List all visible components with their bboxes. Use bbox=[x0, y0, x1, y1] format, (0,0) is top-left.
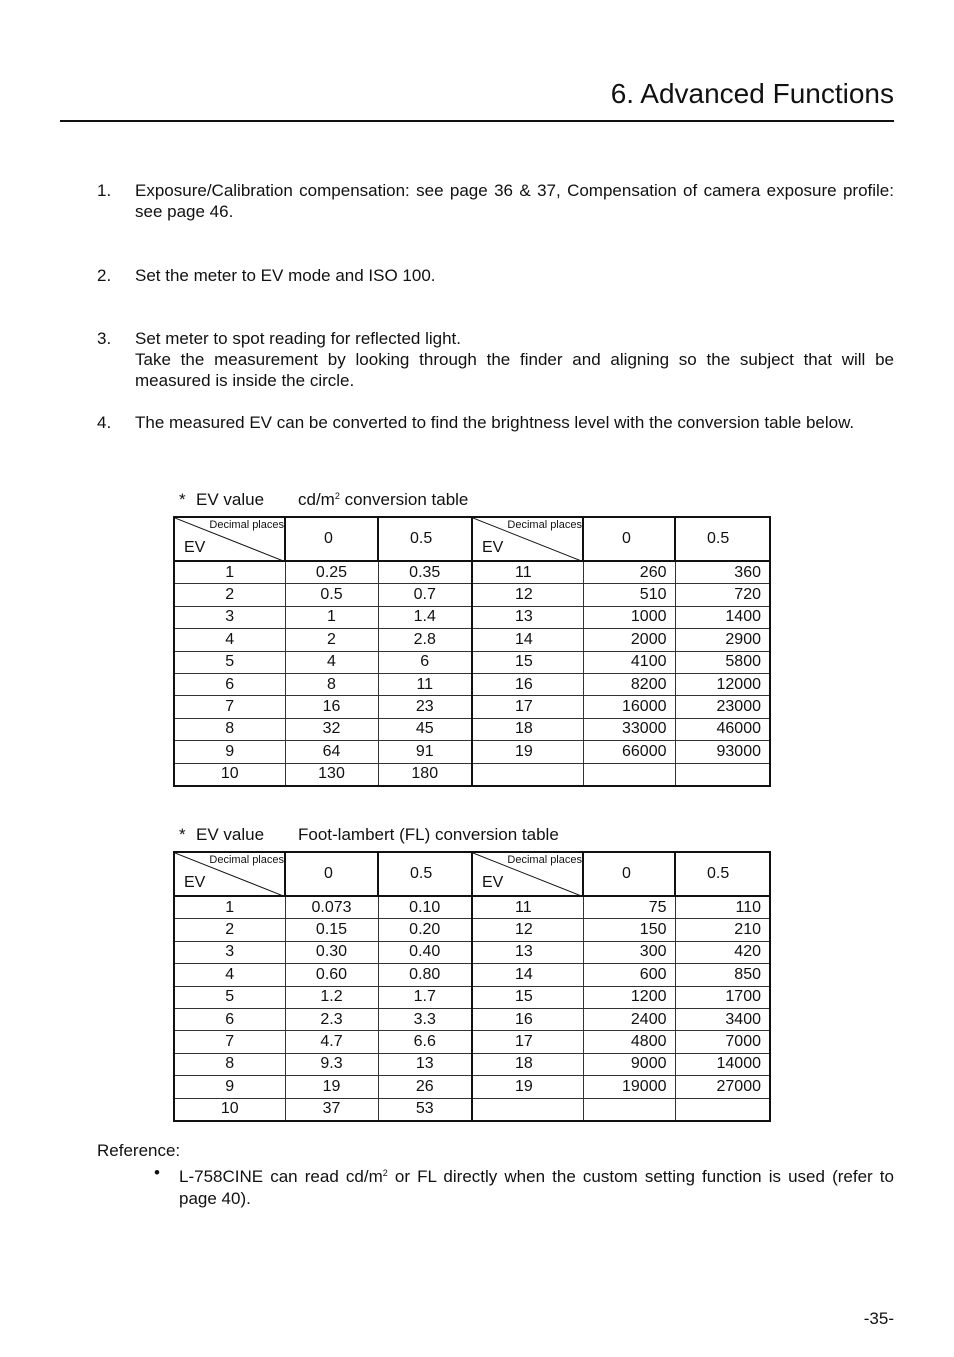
value-05-cell: 420 bbox=[675, 941, 770, 963]
value-0-cell: 37 bbox=[285, 1098, 378, 1121]
step-text: Set meter to spot reading for reflected light. bbox=[135, 329, 462, 348]
table-row bbox=[174, 919, 770, 941]
ev-cell: 13 bbox=[472, 606, 583, 628]
value-05-cell: 23000 bbox=[675, 696, 770, 718]
decimal-places-label: Decimal places bbox=[507, 519, 582, 531]
col-header-05: 0.5 bbox=[675, 852, 770, 896]
ev-cell: 12 bbox=[472, 584, 583, 606]
value-0-cell: 19 bbox=[285, 1076, 378, 1098]
value-05-cell: 6 bbox=[378, 651, 472, 673]
table-caption-fl bbox=[179, 825, 559, 845]
ev-cell: 18 bbox=[472, 1053, 583, 1075]
table-row bbox=[174, 629, 770, 651]
value-05-cell: 0.20 bbox=[378, 919, 472, 941]
ev-cell: 1 bbox=[174, 561, 285, 584]
ev-cell: 14 bbox=[472, 964, 583, 986]
value-05-cell: 0.80 bbox=[378, 964, 472, 986]
ev-cell: 18 bbox=[472, 718, 583, 740]
ev-cell: 12 bbox=[472, 919, 583, 941]
value-05-cell: 1400 bbox=[675, 606, 770, 628]
ev-cell: 16 bbox=[472, 673, 583, 695]
value-0-cell: 130 bbox=[285, 763, 378, 786]
caption-rest: conversion table bbox=[430, 825, 559, 844]
value-05-cell: 0.7 bbox=[378, 584, 472, 606]
table-row bbox=[174, 1076, 770, 1098]
table-row bbox=[174, 941, 770, 963]
value-0-cell: 32 bbox=[285, 718, 378, 740]
table-row bbox=[174, 964, 770, 986]
value-0-cell: 75 bbox=[583, 896, 675, 919]
caption-unit: cd/m bbox=[298, 490, 335, 509]
value-0-cell: 16000 bbox=[583, 696, 675, 718]
ev-cell: 1 bbox=[174, 896, 285, 919]
value-05-cell: 3400 bbox=[675, 1008, 770, 1030]
col-header-0: 0 bbox=[583, 517, 675, 561]
corner-header bbox=[174, 517, 285, 561]
table-caption-cdm2 bbox=[179, 490, 468, 510]
reference-text: L-758CINE can read cd/m bbox=[179, 1167, 383, 1186]
value-0-cell: 4 bbox=[285, 651, 378, 673]
caption-asterisk: * bbox=[179, 825, 186, 844]
value-0-cell: 4.7 bbox=[285, 1031, 378, 1053]
ev-cell: 5 bbox=[174, 986, 285, 1008]
table-row bbox=[174, 561, 770, 584]
step-number: 3. bbox=[97, 329, 112, 348]
value-05-cell bbox=[675, 763, 770, 786]
table-row bbox=[174, 651, 770, 673]
caption-unit-sup: 2 bbox=[334, 491, 340, 501]
value-05-cell: 53 bbox=[378, 1098, 472, 1121]
caption-ev-value: EV value bbox=[196, 825, 265, 844]
ev-cell: 14 bbox=[472, 629, 583, 651]
ev-cell: 9 bbox=[174, 1076, 285, 1098]
value-0-cell: 0.15 bbox=[285, 919, 378, 941]
value-0-cell: 1200 bbox=[583, 986, 675, 1008]
col-header-0: 0 bbox=[583, 852, 675, 896]
ev-cell: 9 bbox=[174, 741, 285, 763]
value-0-cell: 1.2 bbox=[285, 986, 378, 1008]
value-0-cell: 2400 bbox=[583, 1008, 675, 1030]
value-05-cell: 6.6 bbox=[378, 1031, 472, 1053]
value-0-cell: 0.60 bbox=[285, 964, 378, 986]
value-0-cell: 0.25 bbox=[285, 561, 378, 584]
ev-cell: 11 bbox=[472, 896, 583, 919]
value-05-cell: 46000 bbox=[675, 718, 770, 740]
value-0-cell: 1 bbox=[285, 606, 378, 628]
ev-cell: 15 bbox=[472, 986, 583, 1008]
ev-cell: 7 bbox=[174, 1031, 285, 1053]
value-05-cell: 26 bbox=[378, 1076, 472, 1098]
value-05-cell: 14000 bbox=[675, 1053, 770, 1075]
value-05-cell: 93000 bbox=[675, 741, 770, 763]
cdm2-conversion-table bbox=[173, 516, 771, 787]
value-0-cell: 19000 bbox=[583, 1076, 675, 1098]
ev-cell: 3 bbox=[174, 606, 285, 628]
ev-cell: 17 bbox=[472, 696, 583, 718]
value-0-cell: 33000 bbox=[583, 718, 675, 740]
corner-header bbox=[472, 852, 583, 896]
page-number: -35- bbox=[863, 1309, 894, 1328]
table-row bbox=[174, 1008, 770, 1030]
col-header-0: 0 bbox=[285, 852, 378, 896]
value-05-cell: 1700 bbox=[675, 986, 770, 1008]
value-05-cell: 13 bbox=[378, 1053, 472, 1075]
title-rule bbox=[60, 120, 894, 122]
ev-cell: 17 bbox=[472, 1031, 583, 1053]
table-row bbox=[174, 1053, 770, 1075]
value-05-cell: 91 bbox=[378, 741, 472, 763]
step-4 bbox=[97, 412, 894, 433]
value-0-cell: 4100 bbox=[583, 651, 675, 673]
step-number: 2. bbox=[97, 266, 112, 285]
step-text: Exposure/Calibration compensation: see page 36 & 37, Compensation of camera exposure profile: see page 46. bbox=[135, 181, 894, 221]
ev-header-label: EV bbox=[482, 874, 504, 891]
decimal-places-label: Decimal places bbox=[209, 519, 284, 531]
table-row bbox=[174, 718, 770, 740]
ev-header-label: EV bbox=[482, 539, 504, 556]
value-0-cell: 2000 bbox=[583, 629, 675, 651]
value-05-cell: 360 bbox=[675, 561, 770, 584]
value-0-cell: 16 bbox=[285, 696, 378, 718]
value-05-cell: 45 bbox=[378, 718, 472, 740]
value-0-cell: 4800 bbox=[583, 1031, 675, 1053]
step-text: Set the meter to EV mode and ISO 100. bbox=[135, 266, 436, 285]
step-number: 1. bbox=[97, 181, 112, 200]
table-row bbox=[174, 673, 770, 695]
ev-cell bbox=[472, 763, 583, 786]
ev-cell: 16 bbox=[472, 1008, 583, 1030]
step-number: 4. bbox=[97, 413, 112, 432]
value-05-cell: 2.8 bbox=[378, 629, 472, 651]
value-0-cell: 8200 bbox=[583, 673, 675, 695]
table-row bbox=[174, 896, 770, 919]
reference-heading: Reference: bbox=[97, 1141, 181, 1160]
value-05-cell: 7000 bbox=[675, 1031, 770, 1053]
ev-cell: 6 bbox=[174, 673, 285, 695]
reference-text-rest: or FL directly when the custom setting function is used (refer to page 40). bbox=[179, 1167, 894, 1208]
ev-cell: 2 bbox=[174, 584, 285, 606]
table-row bbox=[174, 986, 770, 1008]
step-2 bbox=[97, 265, 894, 286]
reference-item bbox=[154, 1162, 894, 1210]
value-0-cell: 150 bbox=[583, 919, 675, 941]
table-row bbox=[174, 1098, 770, 1121]
value-0-cell: 0.5 bbox=[285, 584, 378, 606]
table-row bbox=[174, 584, 770, 606]
table-row bbox=[174, 763, 770, 786]
value-05-cell: 2900 bbox=[675, 629, 770, 651]
ev-cell: 3 bbox=[174, 941, 285, 963]
ev-cell: 8 bbox=[174, 1053, 285, 1075]
value-05-cell: 5800 bbox=[675, 651, 770, 673]
ev-header-label: EV bbox=[184, 539, 206, 556]
step-text: Take the measurement by looking through the finder and aligning so the subject that will be measured is inside the circle. bbox=[135, 350, 894, 390]
step-text: The measured EV can be converted to find the brightness level with the conversion table below. bbox=[135, 413, 855, 432]
caption-ev-value: EV value bbox=[196, 490, 265, 509]
ev-cell: 8 bbox=[174, 718, 285, 740]
value-05-cell: 850 bbox=[675, 964, 770, 986]
ev-cell: 10 bbox=[174, 763, 285, 786]
value-0-cell: 0.30 bbox=[285, 941, 378, 963]
col-header-0: 0 bbox=[285, 517, 378, 561]
value-0-cell: 510 bbox=[583, 584, 675, 606]
value-05-cell: 720 bbox=[675, 584, 770, 606]
ev-cell: 6 bbox=[174, 1008, 285, 1030]
step-3 bbox=[97, 328, 894, 391]
value-0-cell: 0.073 bbox=[285, 896, 378, 919]
table-row bbox=[174, 741, 770, 763]
col-header-05: 0.5 bbox=[378, 517, 472, 561]
ev-cell: 4 bbox=[174, 629, 285, 651]
reference-sup: 2 bbox=[382, 1168, 388, 1178]
value-0-cell: 2 bbox=[285, 629, 378, 651]
value-05-cell: 210 bbox=[675, 919, 770, 941]
value-0-cell: 1000 bbox=[583, 606, 675, 628]
ev-cell bbox=[472, 1098, 583, 1121]
value-05-cell: 3.3 bbox=[378, 1008, 472, 1030]
value-0-cell: 64 bbox=[285, 741, 378, 763]
value-05-cell: 27000 bbox=[675, 1076, 770, 1098]
value-05-cell: 12000 bbox=[675, 673, 770, 695]
ev-header-label: EV bbox=[184, 874, 206, 891]
value-0-cell: 9000 bbox=[583, 1053, 675, 1075]
value-05-cell: 1.7 bbox=[378, 986, 472, 1008]
value-0-cell: 2.3 bbox=[285, 1008, 378, 1030]
reference-section bbox=[97, 1140, 894, 1210]
value-0-cell: 300 bbox=[583, 941, 675, 963]
caption-asterisk: * bbox=[179, 490, 186, 509]
fl-conversion-table bbox=[173, 851, 771, 1122]
col-header-05: 0.5 bbox=[378, 852, 472, 896]
value-05-cell bbox=[675, 1098, 770, 1121]
ev-cell: 7 bbox=[174, 696, 285, 718]
ev-cell: 19 bbox=[472, 1076, 583, 1098]
value-0-cell bbox=[583, 763, 675, 786]
ev-cell: 4 bbox=[174, 964, 285, 986]
ev-cell: 19 bbox=[472, 741, 583, 763]
value-05-cell: 0.35 bbox=[378, 561, 472, 584]
caption-rest: conversion table bbox=[339, 490, 469, 509]
value-05-cell: 11 bbox=[378, 673, 472, 695]
value-05-cell: 0.40 bbox=[378, 941, 472, 963]
value-0-cell: 66000 bbox=[583, 741, 675, 763]
decimal-places-label: Decimal places bbox=[209, 854, 284, 866]
ev-cell: 10 bbox=[174, 1098, 285, 1121]
value-0-cell: 8 bbox=[285, 673, 378, 695]
table-row bbox=[174, 696, 770, 718]
ev-cell: 15 bbox=[472, 651, 583, 673]
value-05-cell: 110 bbox=[675, 896, 770, 919]
col-header-05: 0.5 bbox=[675, 517, 770, 561]
page-title: 6. Advanced Functions bbox=[610, 78, 894, 109]
bullet-icon: • bbox=[154, 1163, 160, 1182]
value-05-cell: 180 bbox=[378, 763, 472, 786]
value-0-cell: 260 bbox=[583, 561, 675, 584]
ev-cell: 2 bbox=[174, 919, 285, 941]
caption-unit: Foot-lambert (FL) bbox=[298, 825, 431, 844]
corner-header bbox=[174, 852, 285, 896]
table-row bbox=[174, 606, 770, 628]
ev-cell: 13 bbox=[472, 941, 583, 963]
ev-cell: 11 bbox=[472, 561, 583, 584]
ev-cell: 5 bbox=[174, 651, 285, 673]
table-row bbox=[174, 1031, 770, 1053]
value-0-cell bbox=[583, 1098, 675, 1121]
value-0-cell: 9.3 bbox=[285, 1053, 378, 1075]
value-05-cell: 1.4 bbox=[378, 606, 472, 628]
corner-header bbox=[472, 517, 583, 561]
value-05-cell: 0.10 bbox=[378, 896, 472, 919]
step-1 bbox=[97, 180, 894, 222]
value-0-cell: 600 bbox=[583, 964, 675, 986]
value-05-cell: 23 bbox=[378, 696, 472, 718]
decimal-places-label: Decimal places bbox=[507, 854, 582, 866]
